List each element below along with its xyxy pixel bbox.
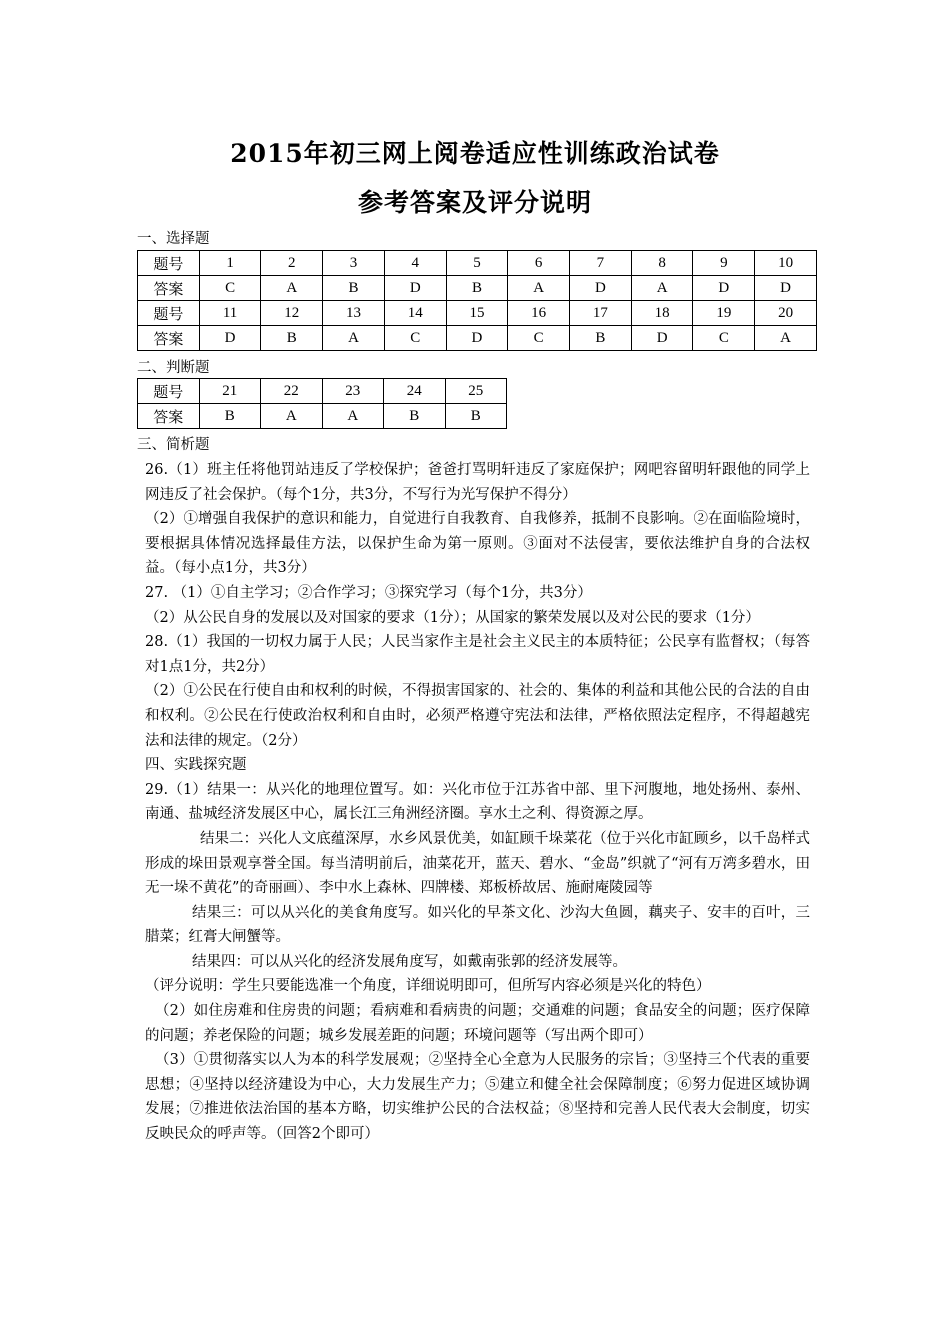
- answer-cell: C: [693, 326, 755, 351]
- question-number: 16: [508, 301, 570, 326]
- question-number: 18: [631, 301, 693, 326]
- question-number: 20: [755, 301, 817, 326]
- answer-paragraph: 结果二：兴化人文底蕴深厚，水乡风景优美，如缸顾千垛菜花（位于兴化市缸顾乡，以千岛样式形成的垛田景观享誉全国。每当清明前后，油菜花开，蓝天、碧水、“金岛”织就了“河有万湾多碧水，田无一垛不黄花”的奇丽画）、李中水上森林、四牌楼、郑板桥故居、施耐庵陵园等: [145, 830, 810, 897]
- question-number: 15: [446, 301, 508, 326]
- question-number: 24: [384, 379, 446, 404]
- question-number: 10: [755, 251, 817, 276]
- answer-cell: C: [384, 326, 446, 351]
- answer-cell: D: [631, 326, 693, 351]
- row-label: 题号: [138, 301, 200, 326]
- answer-cell: C: [508, 326, 570, 351]
- table-row: [138, 404, 507, 429]
- answer-paragraph: （2）①增强自我保护的意识和能力，自觉进行自我教育、自我修养，抵制不良影响。②在面临险境时，要根据具体情况选择最佳方法，以保护生命为第一原则。③面对不法侵害，要依法维护自身的合法权益。（每小点1分，共3分）: [145, 511, 810, 577]
- answer-cell: A: [261, 276, 323, 301]
- question-number: 6: [508, 251, 570, 276]
- answer-paragraph: （2）如住房难和住房贵的问题；看病难和看病贵的问题；交通难的问题；食品安全的问题；医疗保障的问题；养老保险的问题；城乡发展差距的问题；环境问题等（写出两个即可）: [145, 1003, 810, 1044]
- answer-cell: D: [446, 326, 508, 351]
- answer-paragraph: 27. （1）①自主学习；②合作学习；③探究学习（每个1分，共3分）: [145, 584, 592, 601]
- answer-cell: A: [323, 326, 385, 351]
- answer-cell: D: [570, 276, 632, 301]
- section-heading-analysis: 三、简析题: [137, 437, 210, 453]
- question-number: 14: [384, 301, 446, 326]
- table-row: [138, 276, 817, 301]
- question-number: 5: [446, 251, 508, 276]
- answer-cell: B: [446, 276, 508, 301]
- answer-paragraph: 结果三：可以从兴化的美食角度写。如兴化的早茶文化、沙沟大鱼圆，藕夹子、安丰的百叶，三腊菜；红膏大闸蟹等。: [145, 904, 810, 946]
- answer-cell: B: [199, 404, 261, 429]
- question-number: 2: [261, 251, 323, 276]
- answer-cell: D: [384, 276, 446, 301]
- question-number: 4: [384, 251, 446, 276]
- answer-cell: B: [570, 326, 632, 351]
- question-number: 22: [261, 379, 323, 404]
- question-number: 17: [570, 301, 632, 326]
- section-heading-practice: 四、实践探究题: [145, 757, 247, 774]
- answer-body: [145, 458, 810, 1147]
- answer-cell: B: [323, 276, 385, 301]
- section-heading-choice: 一、选择题: [137, 231, 210, 247]
- page-title: 2015年初三网上阅卷适应性训练政治试卷: [230, 139, 720, 168]
- answer-cell: D: [693, 276, 755, 301]
- answer-cell: B: [261, 326, 323, 351]
- question-number: 13: [323, 301, 385, 326]
- answer-cell: A: [508, 276, 570, 301]
- question-number: 23: [322, 379, 384, 404]
- answer-paragraph: 29.（1）结果一：从兴化的地理位置写。如：兴化市位于江苏省中部、里下河腹地，地处扬州、泰州、南通、盐城经济发展区中心，属长江三角洲经济圈。享水土之利、得资源之厚。: [145, 781, 810, 823]
- question-number: 25: [445, 379, 507, 404]
- row-label: 题号: [138, 251, 200, 276]
- table-row: [138, 301, 817, 326]
- scoring-note: （评分说明：学生只要能选准一个角度，详细说明即可，但所写内容必须是兴化的特色）: [145, 978, 711, 995]
- row-label: 题号: [138, 379, 200, 404]
- question-number: 8: [631, 251, 693, 276]
- table-row: [138, 326, 817, 351]
- question-number: 19: [693, 301, 755, 326]
- choice-answer-table: [137, 250, 817, 351]
- section-heading-judge: 二、判断题: [137, 360, 210, 376]
- question-number: 12: [261, 301, 323, 326]
- answer-paragraph: 26.（1）班主任将他罚站违反了学校保护；爸爸打骂明轩违反了家庭保护；网吧容留明轩跟他的同学上网违反了社会保护。（每个1分，共3分，不写行为光写保护不得分）: [145, 462, 810, 503]
- answer-cell: A: [631, 276, 693, 301]
- question-number: 3: [323, 251, 385, 276]
- question-number: 11: [199, 301, 261, 326]
- answer-paragraph: （2）从公民自身的发展以及对国家的要求（1分）；从国家的繁荣发展以及对公民的要求（1分）: [145, 609, 760, 626]
- row-label: 答案: [138, 404, 200, 429]
- table-row: [138, 251, 817, 276]
- row-label: 答案: [138, 326, 200, 351]
- answer-cell: A: [755, 326, 817, 351]
- answer-cell: C: [199, 276, 261, 301]
- row-label: 答案: [138, 276, 200, 301]
- answer-cell: B: [445, 404, 507, 429]
- page-subtitle: 参考答案及评分说明: [357, 188, 592, 217]
- answer-paragraph: （2）①公民在行使自由和权利的时候，不得损害国家的、社会的、集体的利益和其他公民的合法的自由和权利。②公民在行使政治权利和自由时，必须严格遵守宪法和法律，严格依照法定程序，不得超越宪法和法律的规定。（2分）: [145, 683, 810, 749]
- question-number: 9: [693, 251, 755, 276]
- answer-paragraph: 28.（1）我国的一切权力属于人民；人民当家作主是社会主义民主的本质特征；公民享有监督权；（每答对1点1分，共2分）: [145, 634, 810, 675]
- table-row: [138, 379, 507, 404]
- answer-cell: A: [261, 404, 323, 429]
- answer-cell: D: [199, 326, 261, 351]
- answer-cell: B: [384, 404, 446, 429]
- answer-cell: D: [755, 276, 817, 301]
- question-number: 7: [570, 251, 632, 276]
- question-number: 1: [199, 251, 261, 276]
- answer-paragraph: （3）①贯彻落实以人为本的科学发展观；②坚持全心全意为人民服务的宗旨；③坚持三个代表的重要思想；④坚持以经济建设为中心，大力发展生产力；⑤建立和健全社会保障制度；⑥努力促进区域协调发展；⑦推进依法治国的基本方略，切实维护公民的合法权益；⑧坚持和完善人民代表大会制度，切实反映民众的呼声等。（回答2个即可）: [145, 1052, 810, 1143]
- judge-answer-table: [137, 378, 507, 429]
- question-number: 21: [199, 379, 261, 404]
- answer-cell: A: [322, 404, 384, 429]
- answer-paragraph: 结果四：可以从兴化的经济发展角度写，如戴南张郭的经济发展等。: [192, 953, 627, 970]
